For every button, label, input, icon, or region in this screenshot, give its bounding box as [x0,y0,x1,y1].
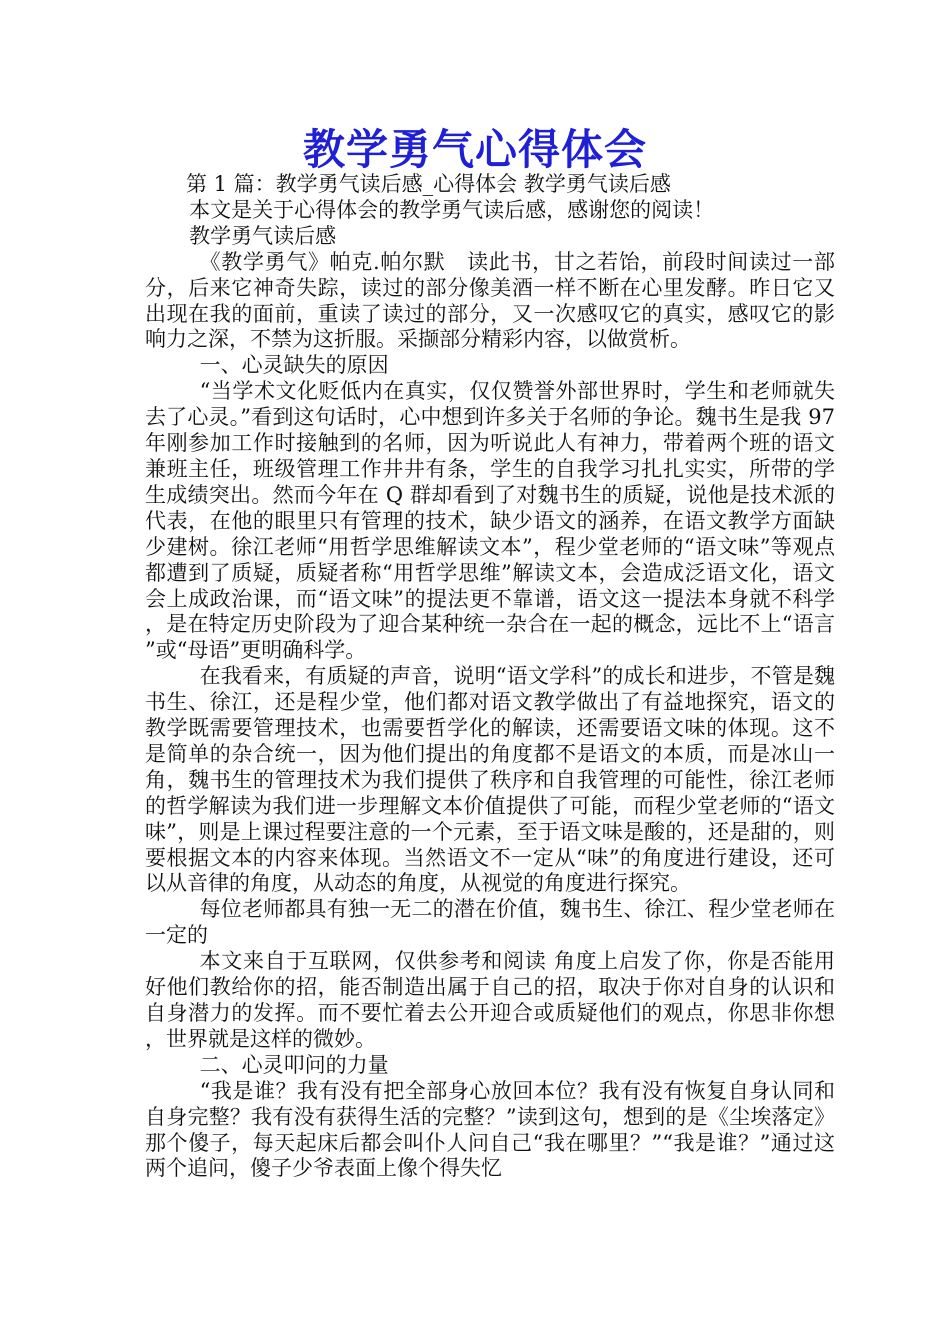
paragraph: “当学术文化贬低内在真实，仅仅赞誉外部世界时，学生和老师就失去了心灵。”看到这句话时，心中想到许多关于名师的争论。魏书生是我 97 年刚参加工作时接触到的名师，因为听说此人有神力，带着两个班的语文兼班主任，班级管理工作井井有条，学生的自我学习扎扎实实，所带的学生成绩突出。然而今年在 Q 群却看到了对魏书生的质疑，说他是技术派的代表，在他的眼里只有管理的技术，缺少语文的涵养，在语文教学方面缺少建树。徐江老师“用哲学思维解读文本”，程少堂老师的“语文味”等观点都遭到了质疑，质疑者称“用哲学思维”解读文本，会造成泛语文化，语文会上成政治课，而“语文味”的提法更不靠谱，语文这一提法本身就不科学，是在特定历史阶段为了迎合某种统一杂合在一起的概念，远比不上“语言”或“母语”更明确科学。 [145,379,835,663]
paragraph: 第 1 篇：教学勇气读后感_心得体会 教学勇气读后感 [185,172,671,196]
paragraph: 本文是关于心得体会的教学勇气读后感，感谢您的阅读！ [189,197,715,222]
paragraph: 教学勇气读后感 [189,223,337,248]
paragraph: 《教学勇气》帕克.帕尔默 读此书，甘之若饴，前段时间读过一部分，后来它神奇失踪，读过的部分像美酒一样不断在心里发酵。昨日它又出现在我的面前，重读了读过的部分，又一次感叹它的真实，感叹它的影响力之深，不禁为这折服。采撷部分精彩内容，以做赏析。 [145,249,835,352]
paragraph: 本文来自于互联网，仅供参考和阅读 角度上启发了你，你是否能用好他们教给你的招，能否制造出属于自己的招，取决于你对自身的认识和自身潜力的发挥。而不要忙着去公开迎合或质疑他们的观点，你思非你想，世界就是这样的微妙。 [145,949,835,1051]
paragraph: “我是谁？我有没有把全部身心放回本位？我有没有恢复自身认同和自身完整？我有没有获得生活的完整？”读到这句，想到的是《尘埃落定》那个傻子，每天起床后都会叫仆人问自己“我在哪里？”“我是谁？”通过这两个追问，傻子少爷表面上像个得失忆 [145,1078,835,1181]
section-heading: 一、心灵缺失的原因 [199,353,389,378]
document-body [145,172,835,1182]
document-title: 教学勇气心得体会 [302,125,647,174]
paragraph: 在我看来，有质疑的声音，说明“语文学科”的成长和进步，不管是魏书生、徐江，还是程少堂，他们都对语文教学做出了有益地探究，语文的教学既需要管理技术，也需要哲学化的解读，还需要语文味的体现。这不是简单的杂合统一，因为他们提出的角度都不是语文的本质，而是冰山一角，魏书生的管理技术为我们提供了秩序和自我管理的可能性，徐江老师的哲学解读为我们进一步理解文本价值提供了可能，而程少堂老师的“语文味”，则是上课过程要注意的一个元素，至于语文味是酸的，还是甜的，则要根据文本的内容来体现。当然语文不一定从“味”的角度进行建设，还可以从音律的角度，从动态的角度，从视觉的角度进行探究。 [145,664,835,896]
section-heading: 二、心灵叩问的力量 [199,1052,389,1077]
paragraph: 每位老师都具有独一无二的潜在价值，魏书生、徐江、程少堂老师在一定的 [145,897,835,948]
